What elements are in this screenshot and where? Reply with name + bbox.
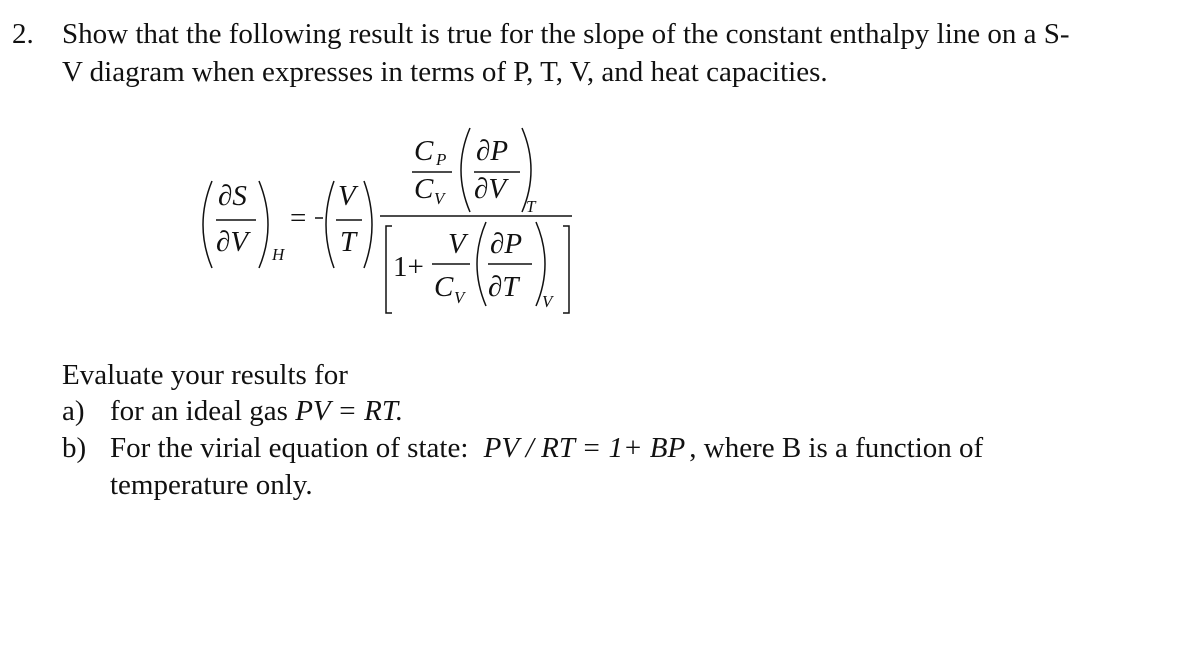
v-numerator: V (448, 228, 466, 260)
dt-denominator: ∂T (488, 271, 519, 303)
cv2-subscript: V (454, 288, 465, 307)
evaluate-heading: Evaluate your results for (62, 359, 348, 391)
problem-number: 2. (12, 18, 34, 50)
lhs-numerator: ∂S (218, 180, 247, 212)
one-plus: 1+ (393, 251, 424, 283)
problem-statement-line1: Show that the following result is true for the slope of the constant enthalpy line on a S- (62, 18, 1070, 50)
problem-statement-line2: V diagram when expresses in terms of P, T, V, and heat capacities. (62, 56, 828, 88)
item-b-line (110, 430, 983, 466)
vt-denominator: T (340, 226, 357, 258)
item-a-text: for an ideal gas (110, 395, 296, 427)
cv-symbol: C (414, 173, 434, 205)
cp-subscript: P (436, 150, 447, 169)
item-a-math: PV = RT. (295, 395, 404, 427)
item-a-marker: a) (62, 395, 85, 427)
left-bracket (386, 226, 392, 313)
lhs-right-paren (259, 181, 268, 268)
item-b-text: For the virial equation of state: (110, 432, 476, 464)
item-b-rest: , where B is a function of (689, 432, 984, 464)
right-bracket (563, 226, 569, 313)
cv-subscript: V (434, 189, 445, 208)
dpdt-left-paren (477, 222, 486, 306)
item-b-line2: temperature only. (110, 469, 313, 501)
lhs-subscript-h: H (272, 245, 285, 264)
item-b-math: PV / RT = 1+ BP (483, 432, 686, 464)
dpdv-left-paren (461, 128, 470, 212)
lhs-denominator: ∂V (216, 226, 249, 258)
lhs-left-paren (203, 181, 212, 268)
vt-right-paren (364, 181, 372, 268)
vt-left-paren (326, 181, 334, 268)
cv2-symbol: C (434, 271, 454, 303)
cp-symbol: C (414, 135, 434, 167)
item-a-line (110, 393, 403, 429)
dv-denominator: ∂V (474, 173, 507, 205)
dp2-numerator: ∂P (490, 228, 523, 260)
subscript-t: T (526, 197, 536, 216)
subscript-v: V (542, 292, 553, 311)
equals-sign: = (290, 202, 307, 234)
dp-numerator: ∂P (476, 135, 509, 167)
vt-numerator: V (338, 180, 356, 212)
item-b-marker: b) (62, 432, 87, 464)
